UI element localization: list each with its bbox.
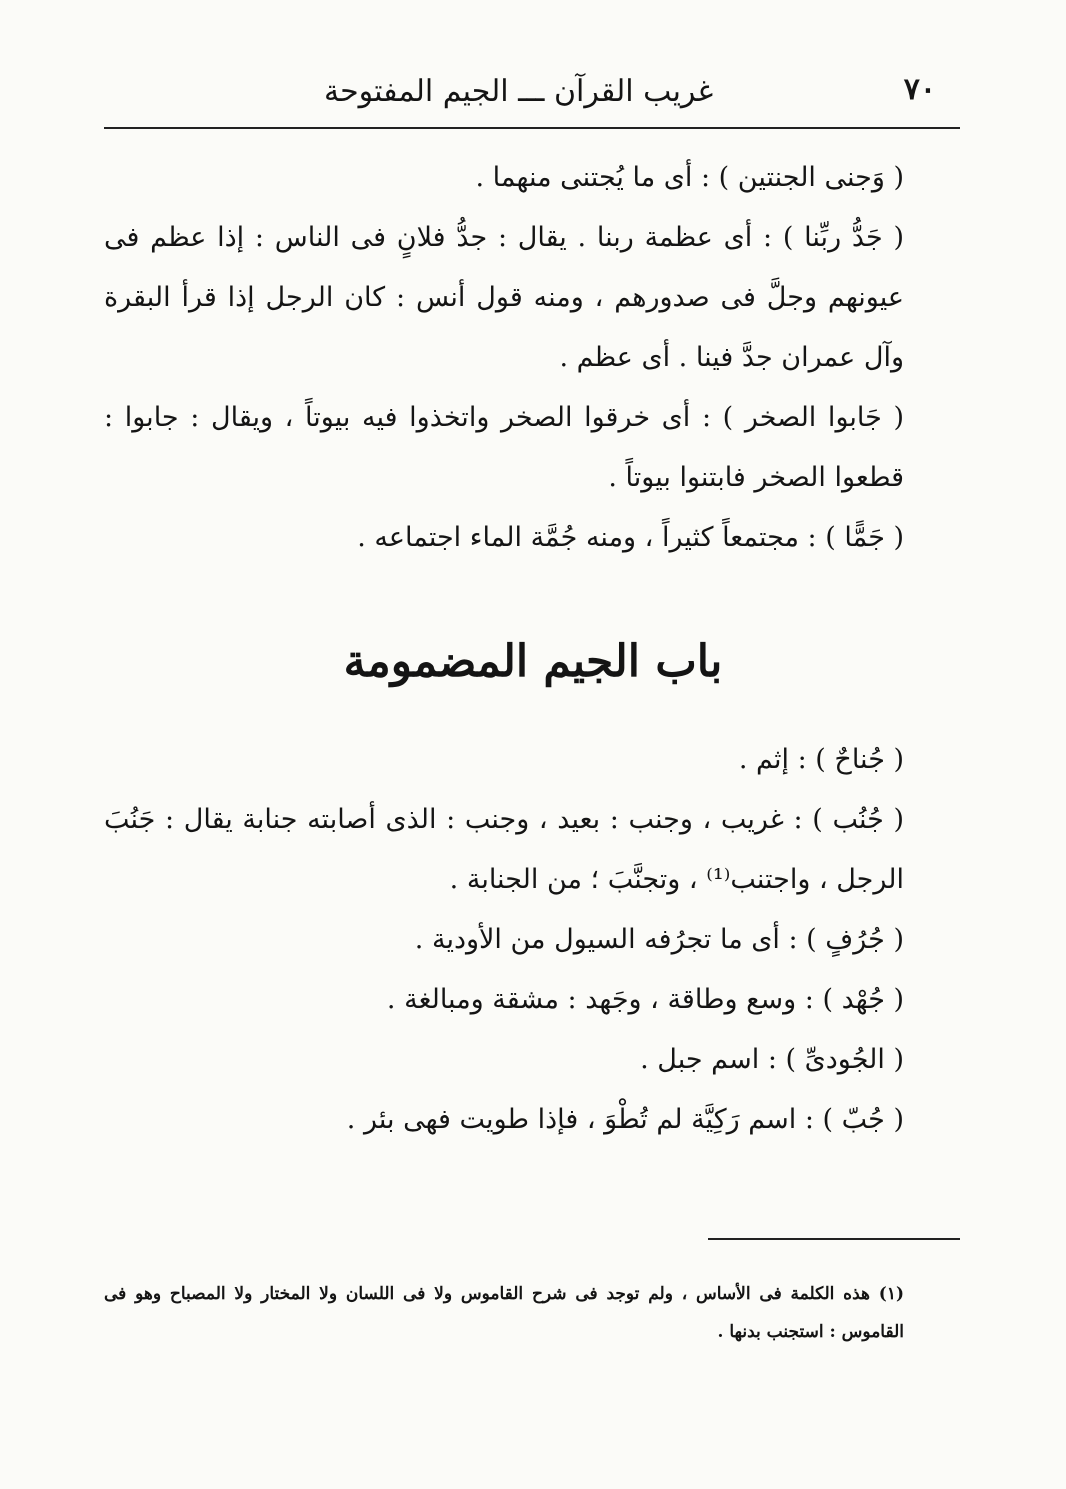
entry: ( جَابوا الصخر ) : أى خرقوا الصخر واتخذوا فيه بيوتاً ، ويقال : جابوا : قطعوا الصخر فابتنوا بيوتاً .	[104, 402, 904, 493]
entry: ( جُهْد ) : وسع وطاقة ، وجَهد : مشقة ومبالغة .	[386, 984, 904, 1015]
footnote-rule	[708, 1238, 960, 1240]
entry: ( جُنُب ) : غريب ، وجنب : بعيد ، وجنب : الذى أصابته جنابة يقال : جَنُبَ الرجل ، واجتنب⁽¹⁾ ، وتجنَّبَ ؛ من الجنابة .	[104, 804, 904, 895]
entries-bottom	[104, 730, 904, 1150]
footnote: (١) هذه الكلمة فى الأساس ، ولم توجد فى شرح القاموس ولا فى اللسان ولا المختار ولا المصباح وهو فى القاموس : استجنب بدنها .	[104, 1284, 904, 1342]
running-title: غريب القرآن ـــ الجيم المفتوحة	[324, 74, 714, 109]
entry: ( وَجنى الجنتين ) : أى ما يُجتنى منهما .	[475, 162, 904, 193]
header-rule	[104, 127, 960, 129]
entries-top	[104, 148, 904, 568]
entry: ( جُناحٌ ) : إثم .	[738, 744, 904, 775]
entry: ( جُبّ ) : اسم رَكِيَّة لم تُطْوَ ، فإذا طويت فهى بئر .	[346, 1104, 904, 1135]
section-title: باب الجيم المضمومة	[343, 636, 723, 687]
page-number: ٧٠	[903, 72, 936, 107]
entry: ( جُرُفٍ ) : أى ما تجرُفه السيول من الأودية .	[414, 924, 904, 955]
entry: ( جَدُّ ربِّنا ) : أى عظمة ربنا . يقال : جدُّ فلانٍ فى الناس : إذا عظم فى عيونهم وجلَّ فى صدورهم ، ومنه قول أنس : كان الرجل إذا قرأ البقرة وآل عمران جدَّ فينا . أى عظم .	[104, 222, 904, 373]
entry: ( جَمًّا ) : مجتمعاً كثيراً ، ومنه جُمَّة الماء اجتماعه .	[357, 522, 904, 553]
entry: ( الجُودىِّ ) : اسم جبل .	[640, 1044, 904, 1075]
page-header	[104, 72, 936, 122]
